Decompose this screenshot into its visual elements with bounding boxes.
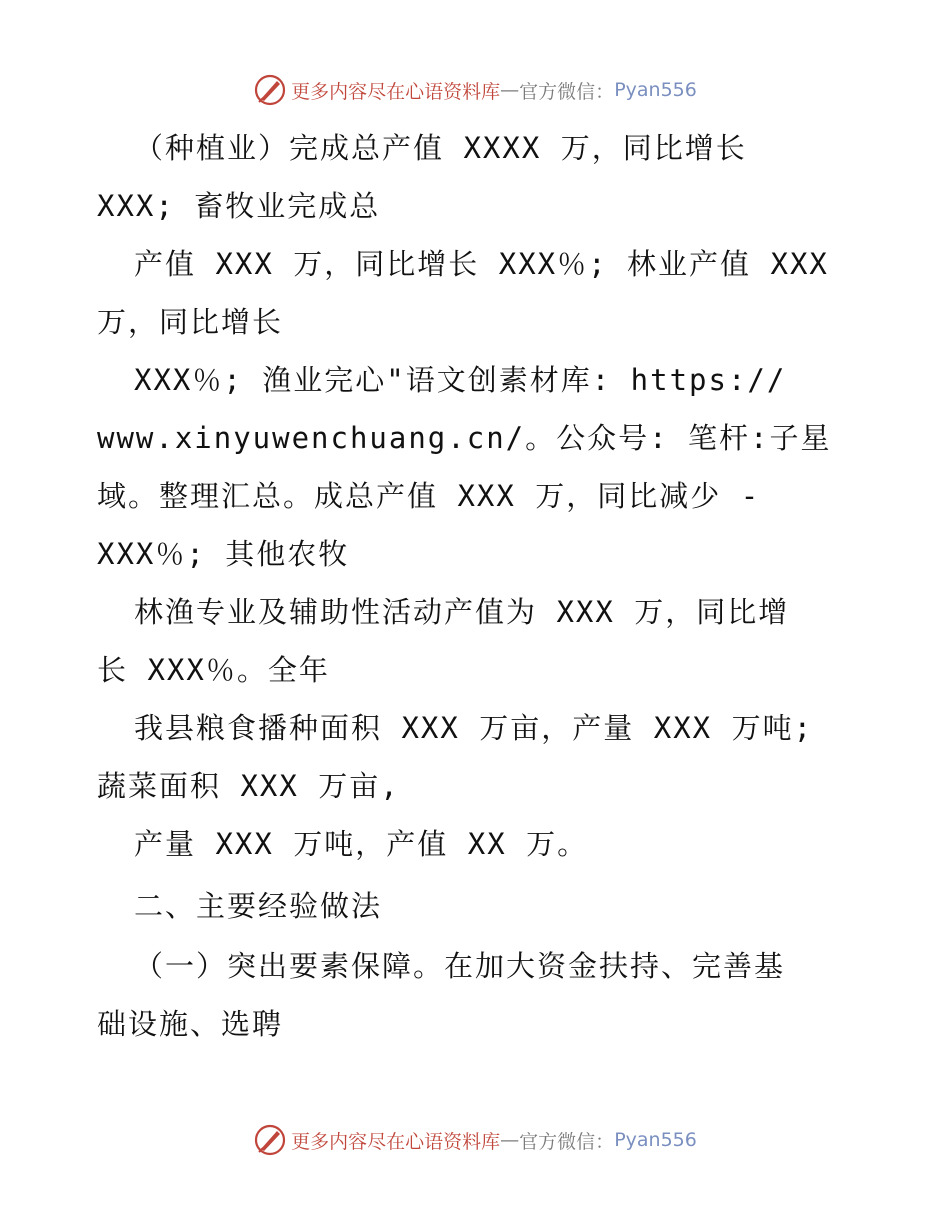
footer-banner bbox=[0, 1120, 950, 1160]
section-heading: 二、主要经验做法 bbox=[134, 889, 383, 923]
header-banner bbox=[0, 70, 950, 110]
text-line: 万，同比增长 bbox=[97, 305, 284, 339]
text-line: 蔬菜面积 XXX 万亩, bbox=[97, 769, 400, 803]
text-line: www.xinyuwenchuang.cn/。公众号: 笔杆:子星 bbox=[97, 421, 832, 455]
banner-main-text: 更多内容尽在心语资料库 bbox=[291, 1130, 501, 1153]
banner-main-text: 更多内容尽在心语资料库 bbox=[291, 80, 501, 103]
text-line: （一）突出要素保障。在加大资金扶持、完善基 bbox=[134, 949, 786, 983]
text-line: 产值 XXX 万，同比增长 XXX％; 林业产值 XXX bbox=[134, 247, 829, 281]
banner-wechat-label: 官方微信： bbox=[519, 1130, 615, 1153]
banner-wechat-id: Pyan556 bbox=[614, 1129, 697, 1151]
banner-separator: — bbox=[500, 79, 520, 101]
text-line: 域。整理汇总。成总产值 XXX 万，同比减少 - bbox=[97, 479, 761, 513]
banner-separator: — bbox=[500, 1129, 520, 1151]
text-line: 础设施、选聘 bbox=[97, 1007, 284, 1041]
text-line: 林渔专业及辅助性活动产值为 XXX 万，同比增 bbox=[134, 595, 790, 629]
quill-logo-icon bbox=[253, 1123, 287, 1157]
text-line: XXX％; 渔业完心"语文创素材库: https:// bbox=[134, 363, 787, 397]
text-line: 产量 XXX 万吨，产值 XX 万。 bbox=[134, 827, 589, 861]
banner-wechat-label: 官方微信： bbox=[519, 80, 615, 103]
quill-logo-icon bbox=[253, 73, 287, 107]
text-line: 我县粮食播种面积 XXX 万亩，产量 XXX 万吨; bbox=[134, 711, 814, 745]
text-line: XXX; 畜牧业完成总 bbox=[97, 189, 381, 223]
banner-wechat-id: Pyan556 bbox=[614, 79, 697, 101]
text-line: （种植业）完成总产值 XXXX 万，同比增长 bbox=[134, 131, 747, 165]
text-line: XXX％; 其他农牧 bbox=[97, 537, 350, 571]
text-line: 长 XXX％。全年 bbox=[97, 653, 330, 687]
